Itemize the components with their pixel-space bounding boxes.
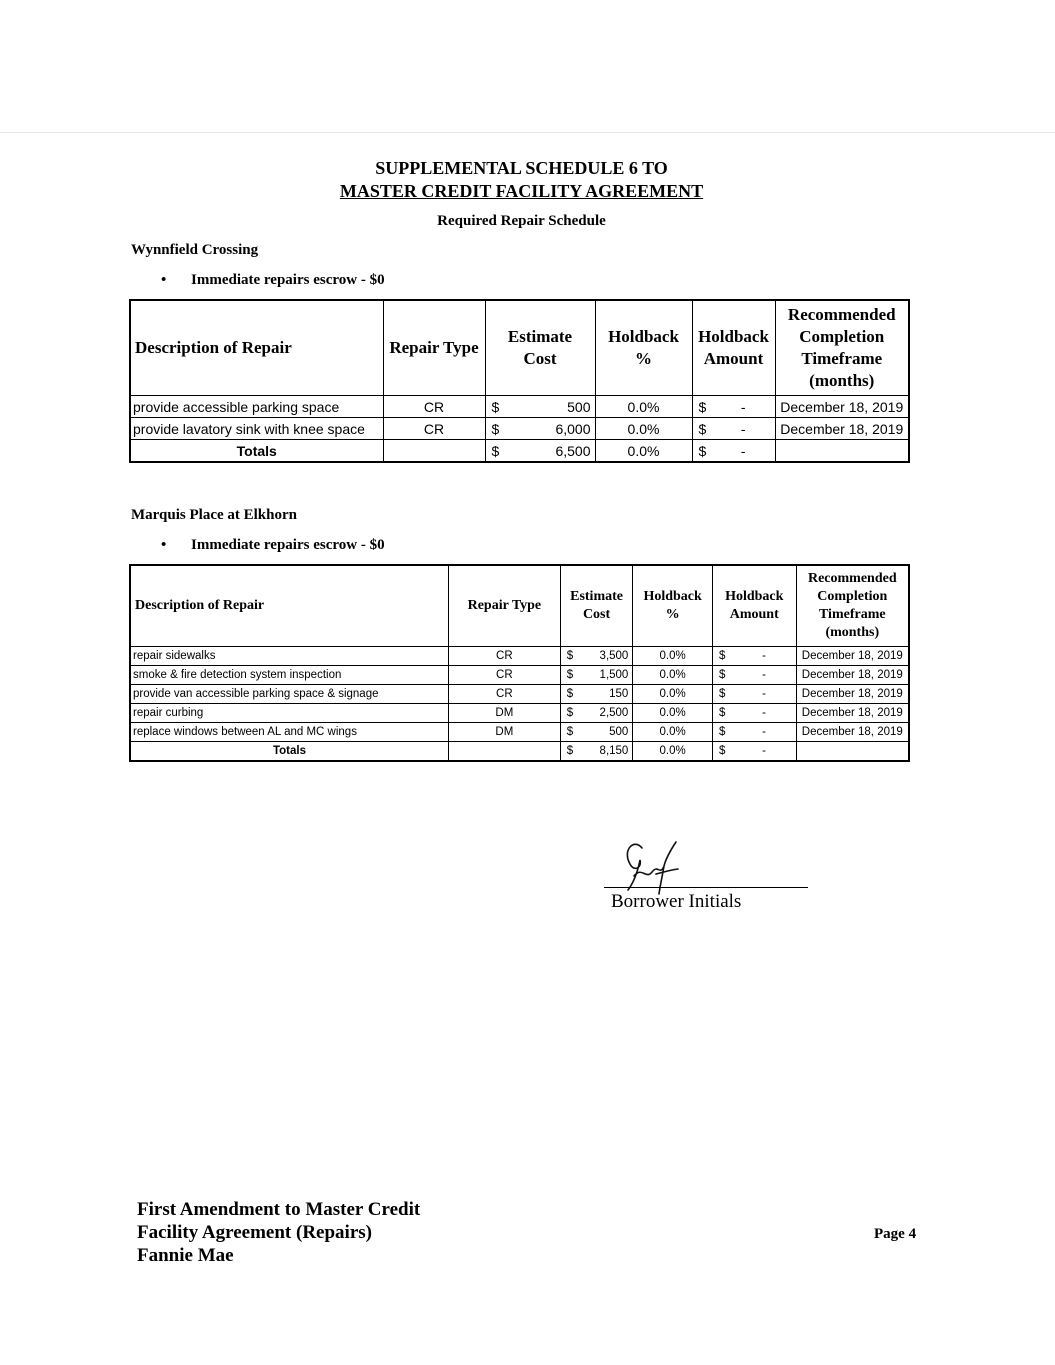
row-completion: December 18, 2019 xyxy=(796,685,909,704)
col-repair-type: Repair Type xyxy=(448,565,560,647)
row-amt-currency: $ xyxy=(692,418,712,440)
totals-completion xyxy=(775,440,909,463)
col-completion: Recommended Completion Timeframe (months) xyxy=(796,565,909,647)
totals-currency: $ xyxy=(560,742,580,762)
row-completion: December 18, 2019 xyxy=(796,666,909,685)
table-header-row xyxy=(130,565,909,647)
row-pct: 0.0% xyxy=(633,704,713,723)
row-amt-currency: $ xyxy=(712,704,732,723)
row-amt: - xyxy=(733,647,796,666)
row-completion: December 18, 2019 xyxy=(775,396,909,418)
row-amt: - xyxy=(733,685,796,704)
table-row xyxy=(130,396,909,418)
row-type: CR xyxy=(448,666,560,685)
row-currency: $ xyxy=(485,418,505,440)
row-amt: - xyxy=(712,396,775,418)
row-currency: $ xyxy=(560,704,580,723)
row-amt-currency: $ xyxy=(712,647,732,666)
bullet-icon: • xyxy=(161,272,167,288)
row-currency: $ xyxy=(560,685,580,704)
footer-block xyxy=(137,1198,420,1267)
totals-estimate: 6,500 xyxy=(505,440,595,463)
escrow-text: Immediate repairs escrow - $0 xyxy=(191,272,385,288)
row-estimate: 1,500 xyxy=(580,666,632,685)
totals-estimate: 8,150 xyxy=(580,742,632,762)
borrower-initials-label: Borrower Initials xyxy=(611,891,742,912)
totals-label: Totals xyxy=(130,440,383,463)
escrow-text: Immediate repairs escrow - $0 xyxy=(191,537,385,553)
table-header-row xyxy=(130,300,909,396)
repair-table-1 xyxy=(129,299,910,463)
footer-line3: Fannie Mae xyxy=(137,1245,234,1266)
property-name: Wynnfield Crossing xyxy=(131,242,259,258)
table-row xyxy=(130,647,909,666)
document-subtitle: Required Repair Schedule xyxy=(437,213,606,229)
totals-row xyxy=(130,440,909,463)
row-description: provide lavatory sink with knee space xyxy=(130,418,383,440)
row-amt-currency: $ xyxy=(712,723,732,742)
row-description: provide van accessible parking space & signage xyxy=(130,685,448,704)
signature-line xyxy=(604,887,808,888)
row-type: DM xyxy=(448,704,560,723)
row-pct: 0.0% xyxy=(595,396,692,418)
row-type: CR xyxy=(448,685,560,704)
row-currency: $ xyxy=(560,723,580,742)
totals-type xyxy=(383,440,485,463)
totals-row xyxy=(130,742,909,762)
document-title-line2: MASTER CREDIT FACILITY AGREEMENT xyxy=(339,181,704,201)
col-completion: Recommended Completion Timeframe (months) xyxy=(775,300,909,396)
property-name: Marquis Place at Elkhorn xyxy=(131,507,297,523)
totals-type xyxy=(448,742,560,762)
col-holdback-pct: Holdback % xyxy=(595,300,692,396)
page-number: Page 4 xyxy=(874,1226,917,1242)
row-type: CR xyxy=(383,396,485,418)
row-completion: December 18, 2019 xyxy=(796,704,909,723)
row-estimate: 500 xyxy=(505,396,595,418)
col-holdback-amount: Holdback Amount xyxy=(692,300,775,396)
bullet-icon: • xyxy=(161,537,167,553)
totals-pct: 0.0% xyxy=(595,440,692,463)
row-type: CR xyxy=(383,418,485,440)
escrow-bullet xyxy=(161,272,385,289)
row-currency: $ xyxy=(560,647,580,666)
col-description: Description of Repair xyxy=(130,565,448,647)
row-pct: 0.0% xyxy=(633,685,713,704)
totals-currency: $ xyxy=(485,440,505,463)
totals-completion xyxy=(796,742,909,762)
table-row xyxy=(130,685,909,704)
totals-amt: - xyxy=(712,440,775,463)
table-row xyxy=(130,704,909,723)
repair-table-2 xyxy=(129,564,910,762)
row-pct: 0.0% xyxy=(595,418,692,440)
row-pct: 0.0% xyxy=(633,647,713,666)
escrow-bullet xyxy=(161,537,385,554)
scan-artifact-line xyxy=(0,132,1055,133)
row-type: DM xyxy=(448,723,560,742)
document-title-line1: SUPPLEMENTAL SCHEDULE 6 TO xyxy=(375,158,668,178)
table-row xyxy=(130,418,909,440)
footer-line2: Facility Agreement (Repairs) xyxy=(137,1222,372,1243)
row-pct: 0.0% xyxy=(633,666,713,685)
totals-amt-currency: $ xyxy=(692,440,712,463)
footer-line1: First Amendment to Master Credit xyxy=(137,1199,421,1220)
col-holdback-amount: Holdback Amount xyxy=(712,565,796,647)
row-estimate: 2,500 xyxy=(580,704,632,723)
col-repair-type: Repair Type xyxy=(383,300,485,396)
row-amt-currency: $ xyxy=(692,396,712,418)
row-estimate: 500 xyxy=(580,723,632,742)
row-estimate: 3,500 xyxy=(580,647,632,666)
totals-amt: - xyxy=(733,742,796,762)
table-row xyxy=(130,666,909,685)
col-holdback-pct: Holdback % xyxy=(633,565,713,647)
row-description: provide accessible parking space xyxy=(130,396,383,418)
row-type: CR xyxy=(448,647,560,666)
totals-amt-currency: $ xyxy=(712,742,732,762)
row-amt-currency: $ xyxy=(712,685,732,704)
row-completion: December 18, 2019 xyxy=(775,418,909,440)
col-estimate-cost: Estimate Cost xyxy=(485,300,595,396)
row-estimate: 150 xyxy=(580,685,632,704)
row-estimate: 6,000 xyxy=(505,418,595,440)
row-description: repair curbing xyxy=(130,704,448,723)
row-completion: December 18, 2019 xyxy=(796,647,909,666)
totals-pct: 0.0% xyxy=(633,742,713,762)
row-amt: - xyxy=(733,666,796,685)
row-description: smoke & fire detection system inspection xyxy=(130,666,448,685)
totals-label: Totals xyxy=(130,742,448,762)
row-amt: - xyxy=(733,704,796,723)
col-description: Description of Repair xyxy=(130,300,383,396)
row-amt: - xyxy=(712,418,775,440)
row-pct: 0.0% xyxy=(633,723,713,742)
table-row xyxy=(130,723,909,742)
row-completion: December 18, 2019 xyxy=(796,723,909,742)
row-amt: - xyxy=(733,723,796,742)
col-estimate-cost: Estimate Cost xyxy=(560,565,633,647)
row-amt-currency: $ xyxy=(712,666,732,685)
row-description: repair sidewalks xyxy=(130,647,448,666)
row-description: replace windows between AL and MC wings xyxy=(130,723,448,742)
row-currency: $ xyxy=(560,666,580,685)
row-currency: $ xyxy=(485,396,505,418)
